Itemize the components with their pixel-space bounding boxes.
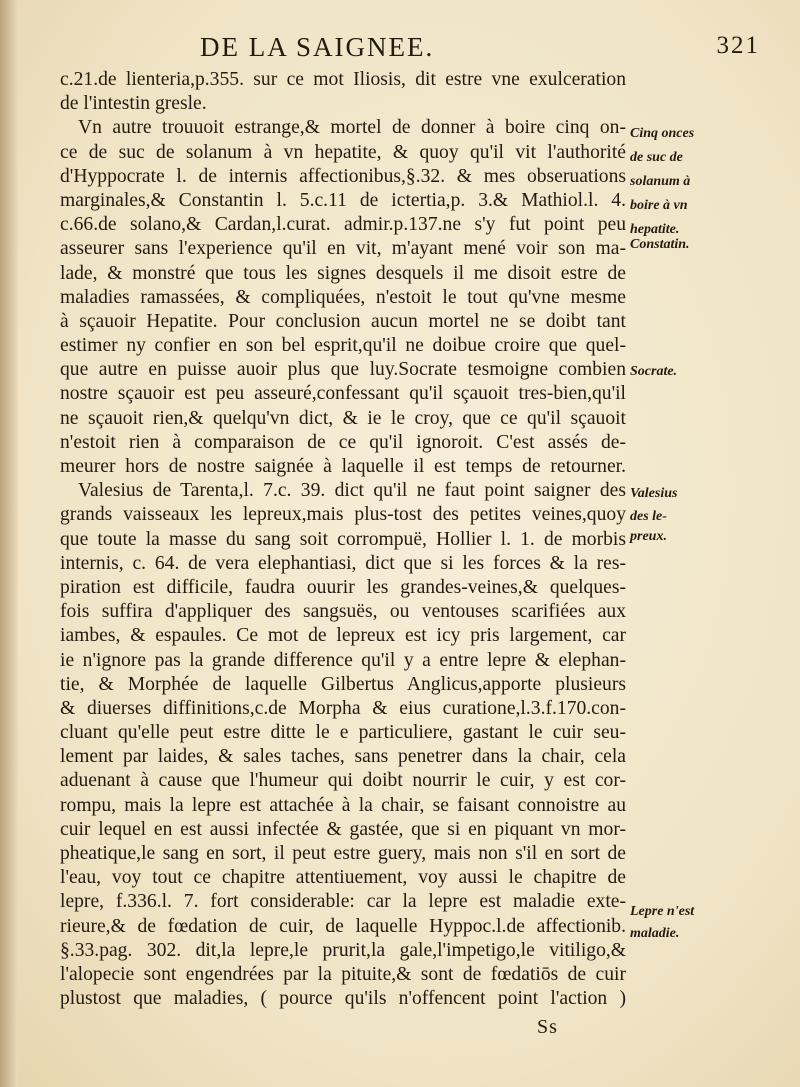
margin-note-line: boire à vn — [630, 198, 688, 213]
text-line: à sçauoir Hepatite. Pour conclusion aucun mortel ne se doibt tant — [60, 310, 626, 332]
text-line: piration est difficile, faudra ouurir les grandes-veines,& quelques- — [60, 576, 626, 598]
text-line: n'estoit rien à comparaison de ce qu'il ignoroit. C'est assés de- — [60, 431, 626, 453]
text-line: tie, & Morphée de laquelle Gilbertus Anglicus,apporte plusieurs — [60, 673, 626, 695]
text-line: ne sçauoit rien,& quelqu'vn dict, & ie le croy, que ce qu'il sçauoit — [60, 407, 626, 429]
margin-note-lepre — [630, 904, 694, 941]
text-line: maladies ramassées, & compliquées, n'estoit le tout qu'vne mesme — [60, 286, 626, 308]
text-line: l'eau, voy tout ce chapitre attentiuement, voy aussi le chapitre de — [60, 867, 626, 889]
margin-note-line: maladie. — [630, 926, 680, 941]
text-line: rompu, mais la lepre est attachée à la chair, se faisant connoistre au — [60, 794, 626, 816]
text-line: lepre, f.336.l. 7. fort considerable: car la lepre est maladie exte- — [60, 891, 626, 913]
text-line: estimer ny confier en son bel esprit,qu'il ne doibue croire que quel- — [60, 335, 626, 357]
text-line: Valesius de Tarenta,l. 7.c. 39. dict qu'il ne faut point saigner des — [78, 480, 626, 502]
text-line: plustost que maladies, ( pource qu'ils n'offencent point l'action ) — [60, 988, 626, 1010]
printer-signature-mark: Ss — [537, 1016, 558, 1038]
text-line: l'alopecie sont engendrées par la pituite,& sont de fœdatiōs de cuir — [60, 963, 626, 985]
text-line: meurer hors de nostre saignée à laquelle il est temps de retourner. — [60, 456, 626, 477]
text-line: c.21.de lienteria,p.355. sur ce mot Iliosis, dit estre vne exulceration — [60, 69, 626, 90]
page-header — [200, 32, 760, 66]
page-number: 321 — [716, 32, 760, 59]
text-line: ce de suc de solanum à vn hepatite, & quoy qu'il vit l'authorité — [60, 141, 626, 163]
margin-note-line: de suc de — [630, 150, 683, 165]
margin-note-socrate — [630, 364, 677, 379]
text-line: rieure,& de fœdation de cuir, de laquelle Hyppoc.l.de affectionib. — [60, 915, 626, 937]
text-line: cluant qu'elle peut estre ditte le e particuliere, gastant le cuir seu- — [60, 722, 626, 744]
running-title: DE LA SAIGNEE. — [200, 32, 435, 62]
margin-note-line: hepatite. — [630, 222, 680, 237]
text-line: §.33.pag. 302. dit,la lepre,le prurit,la gale,l'impetigo,le vitiligo,& — [60, 939, 626, 961]
text-line: fois suffira d'appliquer des sangsuës, ou ventouses scarifiées aux — [60, 601, 626, 623]
text-line: d'Hyppocrate l. de internis affectionibus,§.32. & mes obseruations — [60, 165, 626, 187]
binding-gutter — [0, 0, 18, 1087]
text-line: aduenant à cause que l'humeur qui doibt nourrir le cuir, y est cor- — [60, 770, 626, 792]
text-line: Vn autre trouuoit estrange,& mortel de donner à boire cinq on- — [78, 117, 626, 139]
margin-note-line: des le- — [630, 509, 667, 524]
text-line: internis, c. 64. de vera elephantiasi, dict que si les forces & la res- — [60, 552, 626, 574]
text-line: lade, & monstré que tous les signes desquels il me disoit estre de — [60, 262, 626, 284]
margin-note-line: Constatin. — [630, 237, 690, 252]
text-line: cuir lequel en est aussi infectée & gastée, que si en piquant vn mor- — [60, 818, 626, 840]
margin-note-line: Socrate. — [630, 364, 678, 379]
text-line: marginales,& Constantin l. 5.c.11 de ictertia,p. 3.& Mathiol.l. 4. — [60, 189, 626, 211]
margin-note-line: preux. — [630, 529, 667, 544]
margin-note-line: Lepre n'est — [630, 904, 695, 919]
text-line: lement par laides, & sales taches, sans penetrer dans la chair, cela — [60, 746, 626, 768]
main-text — [60, 68, 626, 1011]
text-line: de l'intestin gresle. — [60, 93, 207, 115]
text-line: ie n'ignore pas la grande difference qu'il y a entre lepre & elephan- — [60, 649, 626, 671]
margin-note-line: Valesius — [630, 486, 678, 501]
text-line: asseurer sans l'experience qu'il en vit, m'ayant mené voir son ma- — [60, 238, 626, 260]
text-line: nostre sçauoir est peu asseuré,confessant qu'il sçauoit tres-bien,qu'il — [60, 383, 626, 405]
text-line: que toute la masse du sang soit corrompuë, Hollier l. 1. de morbis — [60, 528, 626, 550]
text-line: c.66.de solano,& Cardan,l.curat. admir.p.137.ne s'y fut point peu — [60, 214, 626, 236]
margin-note-line: Cinq onces — [630, 126, 695, 141]
text-line: & diuerses diffinitions,c.de Morpha & eius curatione,l.3.f.170.con- — [60, 697, 626, 719]
text-line: que autre en puisse auoir plus que luy.Socrate tesmoigne combien — [60, 359, 626, 381]
margin-note-valesius — [630, 486, 677, 544]
margin-note-line: solanum à — [630, 174, 691, 189]
text-line: pheatique,le sang en sort, il peut estre guery, mais non s'il en sort de — [60, 843, 626, 864]
text-line: grands vaisseaux les lepreux,mais plus-tost des petites veines,quoy — [60, 504, 626, 526]
text-line: iambes, & espaules. Ce mot de lepreux est icy pris largement, car — [60, 625, 626, 647]
margin-note-cinq-onces — [630, 126, 694, 252]
